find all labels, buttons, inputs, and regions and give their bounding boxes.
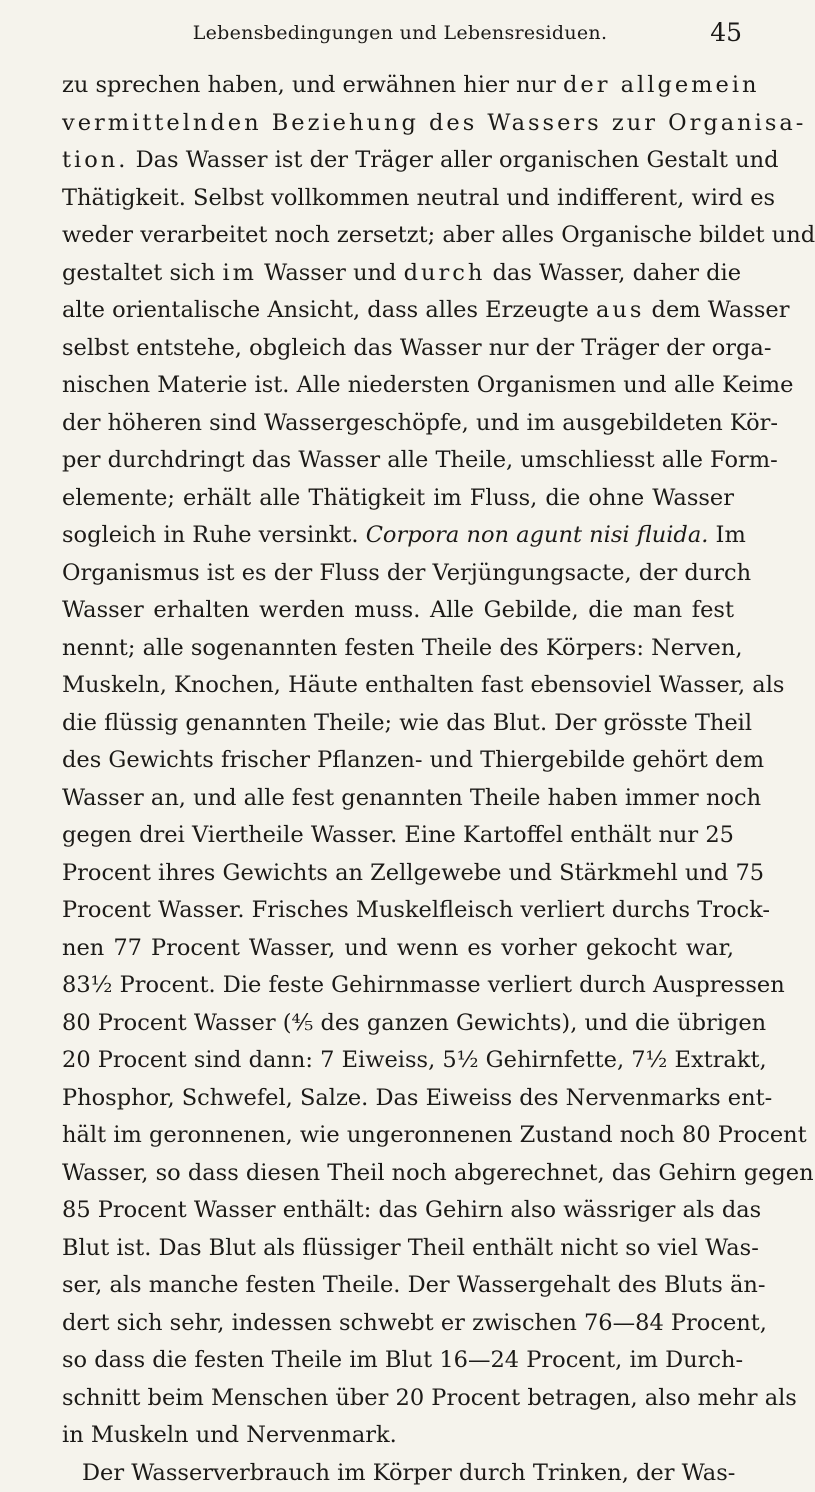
text-line: Wasser, so dass diesen Theil noch abgerechnet, das Gehirn gegen (62, 1155, 734, 1193)
text-line: sogleich in Ruhe versinkt. Corpora non agunt nisi fluida. Im (62, 517, 734, 555)
text-line: nennt; alle sogenannten festen Theile des Körpers: Nerven, (62, 630, 734, 668)
running-title: Lebensbedingungen und Lebensresiduen. (0, 22, 800, 44)
text-line: gegen drei Viertheile Wasser. Eine Kartoffel enthält nur 25 (62, 817, 734, 855)
text-line: weder verarbeitet noch zersetzt; aber alles Organische bildet und (62, 217, 734, 255)
text-line: Procent ihres Gewichts an Zellgewebe und Stärkmehl und 75 (62, 855, 734, 893)
text-line: nen 77 Procent Wasser, und wenn es vorher gekocht war, (62, 930, 734, 968)
paragraph-end-line: in Muskeln und Nervenmark. (62, 1417, 734, 1455)
text-line: Wasser erhalten werden muss. Alle Gebilde, die man fest (62, 592, 734, 630)
text-line: so dass die festen Theile im Blut 16—24 Procent, im Durch- (62, 1342, 734, 1380)
text-line: Blut ist. Das Blut als flüssiger Theil enthält nicht so viel Was- (62, 1230, 734, 1268)
text-line: elemente; erhält alle Thätigkeit im Fluss, die ohne Wasser (62, 480, 734, 518)
spaced-emphasis: vermittelnden Beziehung des Wassers zur Organisa- (62, 105, 734, 143)
text-line: Procent Wasser. Frisches Muskelfleisch verliert durchs Trock- (62, 892, 734, 930)
text-line: Organismus ist es der Fluss der Verjüngungsacte, der durch (62, 555, 734, 593)
text-line: 83½ Procent. Die feste Gehirnmasse verliert durch Auspressen (62, 967, 734, 1005)
page-header (0, 18, 800, 58)
text-line: ser, als manche festen Theile. Der Wassergehalt des Bluts än- (62, 1267, 734, 1305)
text-line: per durchdringt das Wasser alle Theile, umschliesst alle Form- (62, 442, 734, 480)
text-line: selbst entstehe, obgleich das Wasser nur der Träger der orga- (62, 330, 734, 368)
latin-quote: Corpora non agunt nisi fluida. (366, 522, 709, 548)
spaced-emphasis: der allgemein (563, 72, 760, 98)
text-line: 80 Procent Wasser (⅘ des ganzen Gewichts), und die übrigen (62, 1005, 734, 1043)
text-line: zu sprechen haben, und erwähnen hier nur der allgemein (62, 67, 734, 105)
text-line: nischen Materie ist. Alle niedersten Organismen und alle Keime (62, 367, 734, 405)
page-number: 45 (710, 18, 742, 47)
text-line: schnitt beim Menschen über 20 Procent betragen, also mehr als (62, 1380, 734, 1418)
body-text (62, 67, 734, 1492)
text-line: Wasser an, und alle fest genannten Theile haben immer noch (62, 780, 734, 818)
text-line: 85 Procent Wasser enthält: das Gehirn also wässriger als das (62, 1192, 734, 1230)
text-line: dert sich sehr, indessen schwebt er zwischen 76—84 Procent, (62, 1305, 734, 1343)
spaced-emphasis: tion. (62, 147, 128, 173)
text-line: hält im geronnenen, wie ungeronnenen Zustand noch 80 Procent (62, 1117, 734, 1155)
text-line: der höheren sind Wassergeschöpfe, und im ausgebildeten Kör- (62, 405, 734, 443)
text-line: Phosphor, Schwefel, Salze. Das Eiweiss des Nervenmarks ent- (62, 1080, 734, 1118)
text-line: tion. Das Wasser ist der Träger aller organischen Gestalt und (62, 142, 734, 180)
text-line: Muskeln, Knochen, Häute enthalten fast ebensoviel Wasser, als (62, 667, 734, 705)
paragraph-start-line: Der Wasserverbrauch im Körper durch Trinken, der Was- (62, 1455, 734, 1492)
spaced-emphasis: im (222, 260, 257, 286)
text-line: alte orientalische Ansicht, dass alles Erzeugte aus dem Wasser (62, 292, 734, 330)
spaced-emphasis: aus (596, 297, 644, 323)
text-line: des Gewichts frischer Pflanzen- und Thiergebilde gehört dem (62, 742, 734, 780)
text-line: die flüssig genannten Theile; wie das Blut. Der grösste Theil (62, 705, 734, 743)
text-line: gestaltet sich im Wasser und durch das Wasser, daher die (62, 255, 734, 293)
text-line: Thätigkeit. Selbst vollkommen neutral und indifferent, wird es (62, 180, 734, 218)
spaced-emphasis: durch (404, 260, 486, 286)
text-line: 20 Procent sind dann: 7 Eiweiss, 5½ Gehirnfette, 7½ Extrakt, (62, 1042, 734, 1080)
